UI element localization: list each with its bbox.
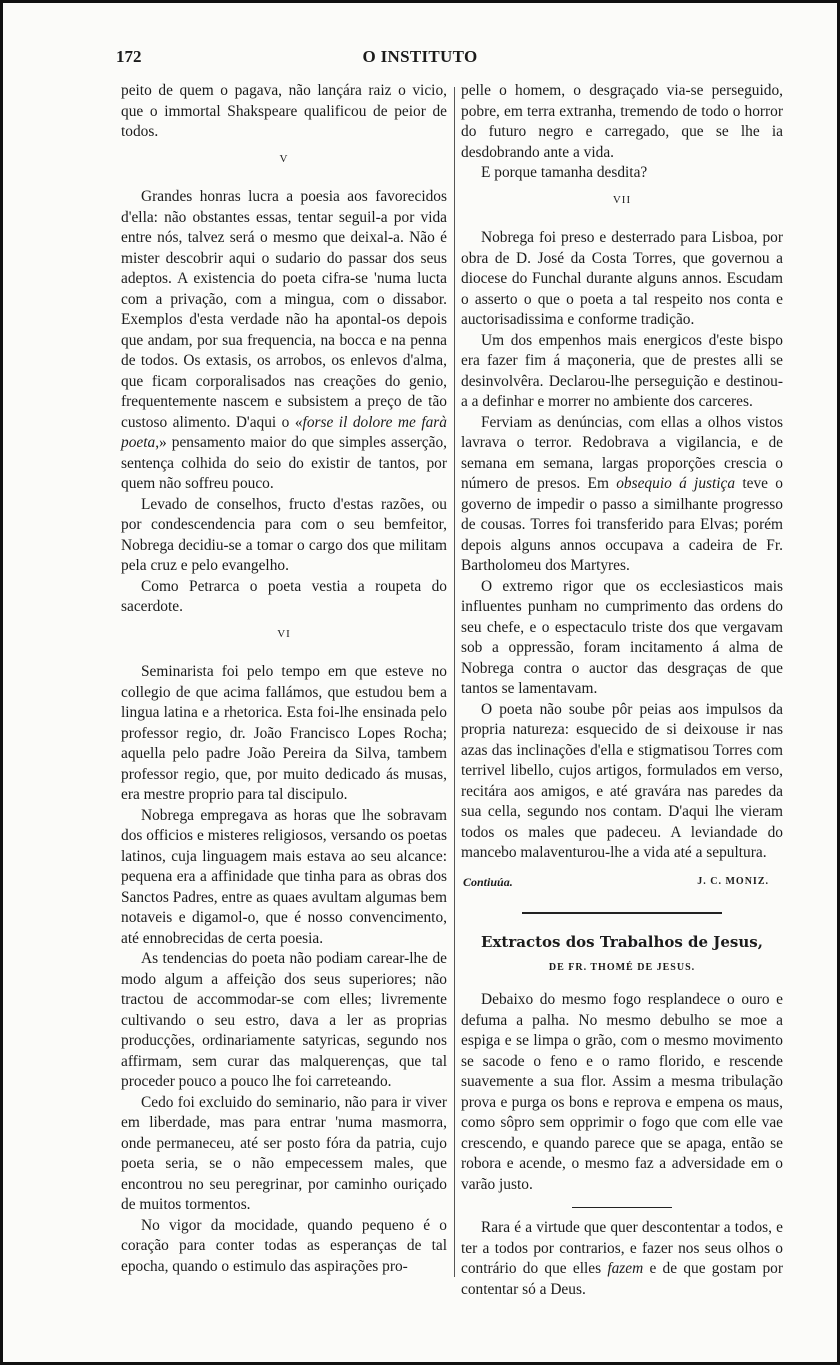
italic-phrase: obsequio á justiça (616, 475, 736, 492)
section-heading-v: V (279, 152, 289, 165)
text-span: ,» pensamento maior do que simples asserção, sentença colhida do seio do existir de tantos, por quem não soffreu pouco. (121, 434, 447, 492)
page-number: 172 (116, 47, 142, 66)
right-column (461, 81, 783, 1300)
paragraph: E porque tamanha desdita? (481, 164, 648, 181)
signature-row (461, 872, 783, 893)
paragraph (121, 187, 447, 495)
separator-rule-small (572, 1207, 672, 1208)
journal-title: O INSTITUTO (362, 47, 478, 66)
paragraph: As tendencias do poeta não podiam carear-lhe de modo algum a affeição dos seus superiores; não tractou de accommodar-se com elles; livremente cultivando o seu estro, dava a ler as proprias producções, ordinariamente satyricas, segundo nos affirmam, sem curar das malquerenças, que tal proceder pouco a pouco lhe foi carreteando. (121, 950, 447, 1090)
italic-word: fazem (607, 1260, 644, 1277)
article-signature: J. C. MONIZ. (697, 875, 769, 887)
paragraph (461, 413, 783, 577)
paragraph: Levado de conselhos, fructo d'estas razões, ou por condescendencia para com o seu bemfeitor, Nobrega decidiu-se a tomar o cargo dos que militam pela cruz e pelo evangelho. (121, 495, 447, 574)
article-title: Extractos dos Trabalhos de Jesus, (481, 933, 763, 951)
paragraph: Debaixo do mesmo fogo resplandece o ouro e defuma a palha. No mesmo debulho se moe a espiga e se limpa o grão, com o mesmo movimento se sacode o feno e o ramo florido, e rescende suavemente a sua flor. Assim a mesma tribulação prova e purga os bons e reprova e empena os maus, como sôpro sem opprimir o fogo que com elle vae crescendo, e quando parece que se apaga, então se robora e acende, o mesmo faz a adversidade em o varão justo. (461, 991, 783, 1193)
paragraph: O poeta não soube pôr peias aos impulsos da propria natureza: esquecido de si deixouse ir nas azas das inclinações d'ella e stigmatisou Torres com terrivel libello, cujos artigos, formulados em verso, recitára aos amigos, e até gravára nas paredes da sua cella, segundo nos contam. D'aqui lhe vieram todos os males que padeceu. A leviandade do mancebo malaventurou-lhe a vida até a sepultura. (461, 700, 783, 861)
page (3, 3, 837, 1362)
paragraph (461, 1218, 783, 1300)
continua-note: Contiuúa. (463, 874, 513, 889)
column-divider (454, 87, 455, 1277)
text-span: e de que gostam por contentar só a Deus. (461, 1260, 783, 1298)
article-author: DE FR. THOMÉ DE JESUS. (548, 961, 696, 973)
section-heading-vii: VII (612, 193, 632, 206)
paragraph: Nobrega foi preso e desterrado para Lisboa, por obra de D. José da Costa Torres, que governou a diocese do Funchal durante alguns annos. Escudam o asserto o que o poeta a tal respeito nos conta e auctorisadissima e conforme tradição. (461, 229, 783, 328)
paragraph: pelle o homem, o desgraçado via-se perseguido, pobre, em terra extranha, tremendo de todo o horror do futuro negro e carregado, que se lhe ia desdobrando ante a vida. (461, 82, 783, 161)
paragraph: peito de quem o pagava, não lançára raiz o vicio, que o immortal Shakspeare qualificou de peior de todos. (121, 82, 447, 140)
text-span: Rara é a virtude que quer descontentar a todos, e ter a todos por contrarios, e fazer nos seus olhos o contrário do que elles (461, 1219, 783, 1277)
paragraph: Cedo foi excluido do seminario, não para ir viver em liberdade, mas para entrar 'numa masmorra, onde permaneceu, até ser posto fóra da patria, cujo poeta seria, se o não empecessem males, que encontrou no seu peregrinar, por caminho ouriçado de muitos tormentos. (121, 1093, 447, 1213)
text-span: Ferviam as denúncias, com ellas a olhos vistos lavrava o terror. Redobrava a vigilancia, e de semana em semana, largas proporções crescia o número de presos. Em (461, 413, 783, 492)
text-span: Grandes honras lucra a poesia aos favorecidos d'ella: não obstantes essas, tentar seguil-a por vida entre nós, talvez será o mesmo que deixal-a. Não é mister descobrir aqui o sudario do passar dos seus adeptos. A existencia do poeta cifra-se 'numa lucta com a privação, com a mingua, com o dissabor. Exemplos d'esta verdade não ha apontal-os depois que andam, por sua frequencia, na bocca e na penna de todos. Os extasis, os arrobos, os enlevos d'alma, que ficam corporalisados nas creações do genio, frequentemente nascem e subsistem a preço de tão custoso alimento. D'aqui o « (121, 188, 447, 431)
paragraph: O extremo rigor que os ecclesiasticos mais influentes punham no cumprimento das ordens do seu chefe, e o espectaculo triste dos que vergavam sob a oppressão, foram incitamento á alma de Nobrega contra o auctor das desgraças de que tantos se lamentavam. (461, 577, 783, 697)
paragraph: Um dos empenhos mais energicos d'este bispo era fazer fim á maçoneria, que de prestes alli se desinvolvêra. Declarou-lhe perseguição e destinou-a a definhar e morrer no ambiente dos carceres. (461, 331, 783, 410)
left-column (121, 81, 447, 1277)
text-span: teve o governo de impedir o passo a similhante progresso de cousas. Torres foi transferido para Elvas; porém depois alguns annos occupava a cadeira de Fr. Bartholomeu dos Martyres. (461, 475, 783, 574)
italic-quote: forse il dolore me farà poeta (121, 413, 447, 451)
separator-rule (522, 912, 722, 914)
paragraph: Nobrega empregava as horas que lhe sobravam dos officios e misteres religiosos, versando os poetas latinos, cuja linguagem mais estava ao seu alcance: pequena era a affinidade que tinha para as obras dos Sanctos Padres, entre as quaes avultam algumas bem notaveis e digamol-o, que é nosso convencimento, até ennobrecidas de certa poesia. (121, 806, 447, 947)
paragraph: Seminarista foi pelo tempo em que esteve no collegio de que acima fallámos, que estudou bem a lingua latina e a rhetorica. Esta foi-lhe ensinada pelo professor regio, dr. João Francisco Lopes Rocha; aquella pelo padre João Pereira da Silva, tambem professor regio, que, por muito dedicado ás musas, era mestre proprio para tal discipulo. (121, 663, 447, 803)
section-heading-vi: VI (277, 627, 291, 640)
paragraph: Como Petrarca o poeta vestia a roupeta do sacerdote. (121, 577, 447, 615)
paragraph: No vigor da mocidade, quando pequeno é o coração para conter todas as esperanças de tal epocha, quando o estimulo das aspirações pro- (121, 1216, 447, 1275)
